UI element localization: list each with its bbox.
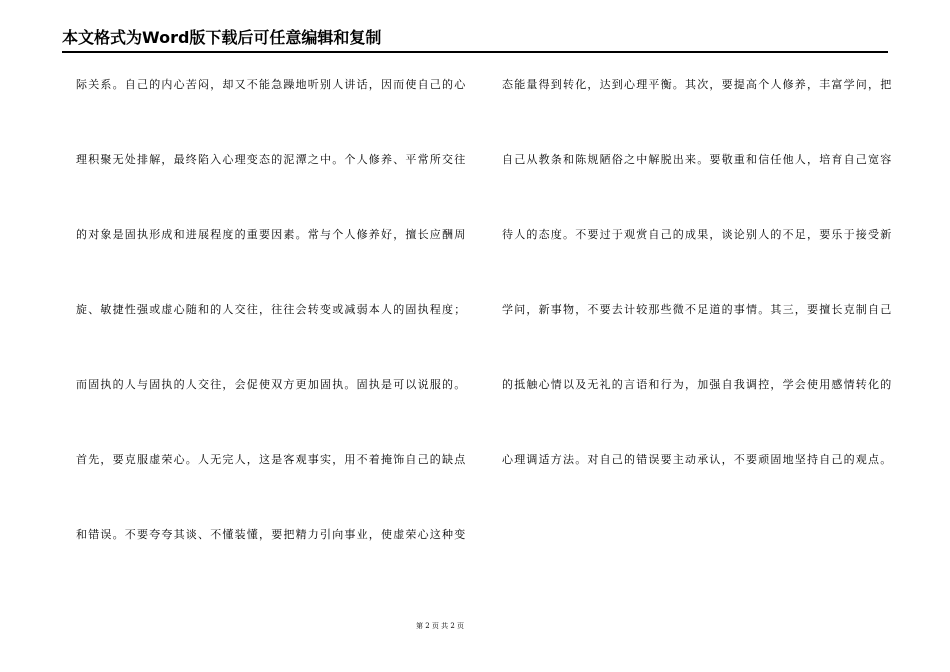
page-number: 第 2 页 共 2 页 — [415, 622, 465, 630]
text-line: 理积聚无处排解，最终陷入心理变态的泥潭之中。个人修养、平常所交往 — [76, 153, 467, 166]
header-divider — [62, 51, 888, 53]
text-line: 首先，要克服虚荣心。人无完人，这是客观事实，用不着掩饰自己的缺点 — [76, 453, 467, 466]
text-line: 心理调适方法。对自己的错误要主动承认，不要顽固地坚持自己的观点。 — [502, 453, 893, 466]
text-line: 自己从教条和陈规陋俗之中解脱出来。要敬重和信任他人，培育自己宽容 — [502, 153, 893, 166]
text-line: 而固执的人与固执的人交往，会促使双方更加固执。固执是可以说服的。 — [76, 378, 467, 391]
text-line: 学问，新事物，不要去计较那些微不足道的事情。其三，要擅长克制自己 — [502, 303, 893, 316]
text-line: 待人的态度。不要过于观赏自己的成果，谈论别人的不足，要乐于接受新 — [502, 228, 893, 241]
page-header-title: 本文格式为Word版下载后可任意编辑和复制 — [62, 28, 382, 47]
text-line: 的对象是固执形成和进展程度的重要因素。常与个人修养好，擅长应酬周 — [76, 228, 467, 241]
text-line: 的抵触心情以及无礼的言语和行为，加强自我调控，学会使用感情转化的 — [502, 378, 893, 391]
text-line: 际关系。自己的内心苦闷，却又不能急躁地听别人讲话，因而使自己的心 — [76, 78, 467, 91]
text-line: 态能量得到转化，达到心理平衡。其次，要提高个人修养，丰富学问，把 — [502, 78, 893, 91]
text-line: 旋、敏捷性强或虚心随和的人交往，往往会转变或减弱本人的固执程度； — [76, 303, 467, 316]
text-line: 和错误。不要夸夸其谈、不懂装懂，要把精力引向事业，使虚荣心这种变 — [76, 528, 467, 541]
